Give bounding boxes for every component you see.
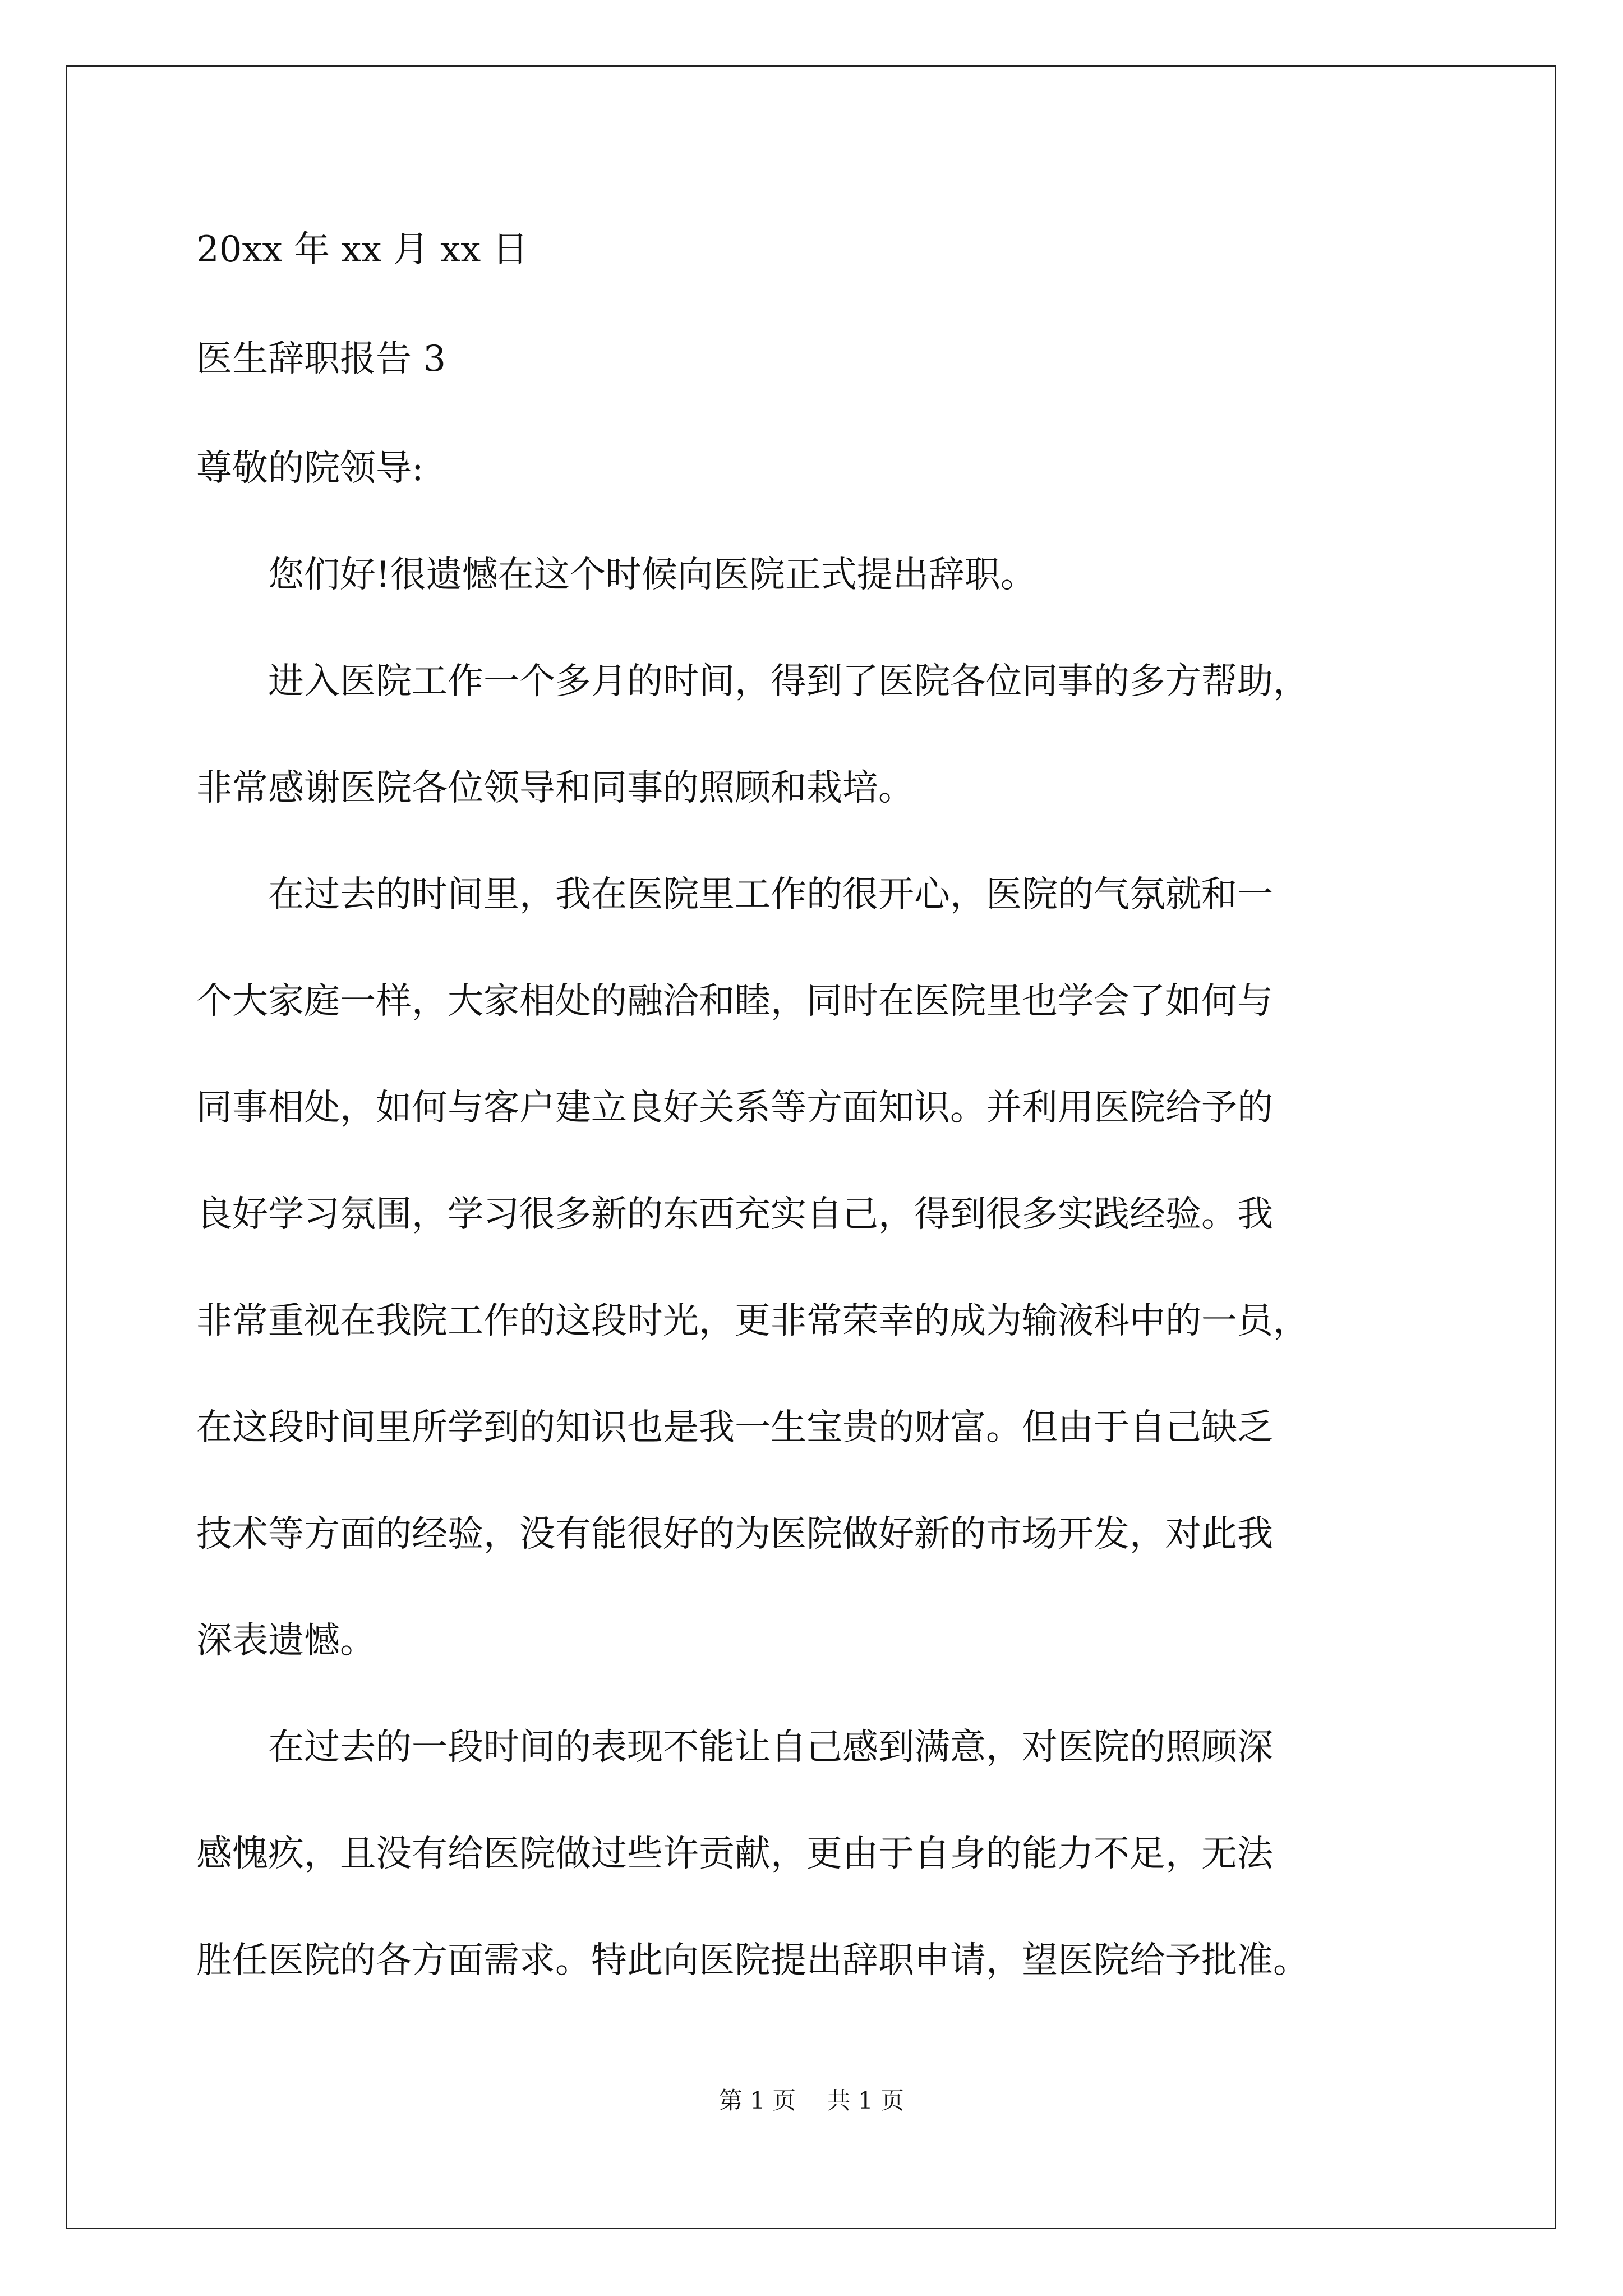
document-title: 医生辞职报告 3: [196, 338, 446, 380]
salutation: 尊敬的院领导:: [196, 448, 424, 489]
body-line: 在过去的时间里，我在医院里工作的很开心，医院的气氛就和一: [196, 874, 1273, 915]
body-line: 良好学习氛围，学习很多新的东西充实自己，得到很多实践经验。我: [196, 1194, 1273, 1235]
body-line: 非常感谢医院各位领导和同事的照顾和栽培。: [196, 767, 914, 809]
body-line: 胜任医院的各方面需求。特此向医院提出辞职申请，望医院给予批准。: [196, 1940, 1309, 1981]
body-line: 进入医院工作一个多月的时间，得到了医院各位同事的多方帮助，: [196, 661, 1309, 702]
body-line: 个大家庭一样，大家相处的融洽和睦，同时在医院里也学会了如何与: [196, 981, 1273, 1022]
body-line: 非常重视在我院工作的这段时光，更非常荣幸的成为输液科中的一员，: [196, 1300, 1309, 1342]
body-line: 同事相处，如何与客户建立良好关系等方面知识。并利用医院给予的: [196, 1087, 1273, 1129]
body-line: 深表遗憾。: [196, 1620, 376, 1662]
body-line: 您们好!很遗憾在这个时候向医院正式提出辞职。: [196, 554, 1036, 596]
page-border: [66, 65, 1556, 2229]
body-line: 在过去的一段时间的表现不能让自己感到满意，对医院的照顾深: [196, 1727, 1273, 1768]
date-line: 20xx 年 xx 月 xx 日: [196, 229, 528, 270]
page-number: 第 1 页 共 1 页: [718, 2087, 905, 2114]
body-line: 感愧疚，且没有给医院做过些许贡献，更由于自身的能力不足，无法: [196, 1833, 1273, 1875]
body-line: 在这段时间里所学到的知识也是我一生宝贵的财富。但由于自己缺乏: [196, 1407, 1273, 1448]
body-line: 技术等方面的经验，没有能很好的为医院做好新的市场开发，对此我: [196, 1513, 1273, 1555]
